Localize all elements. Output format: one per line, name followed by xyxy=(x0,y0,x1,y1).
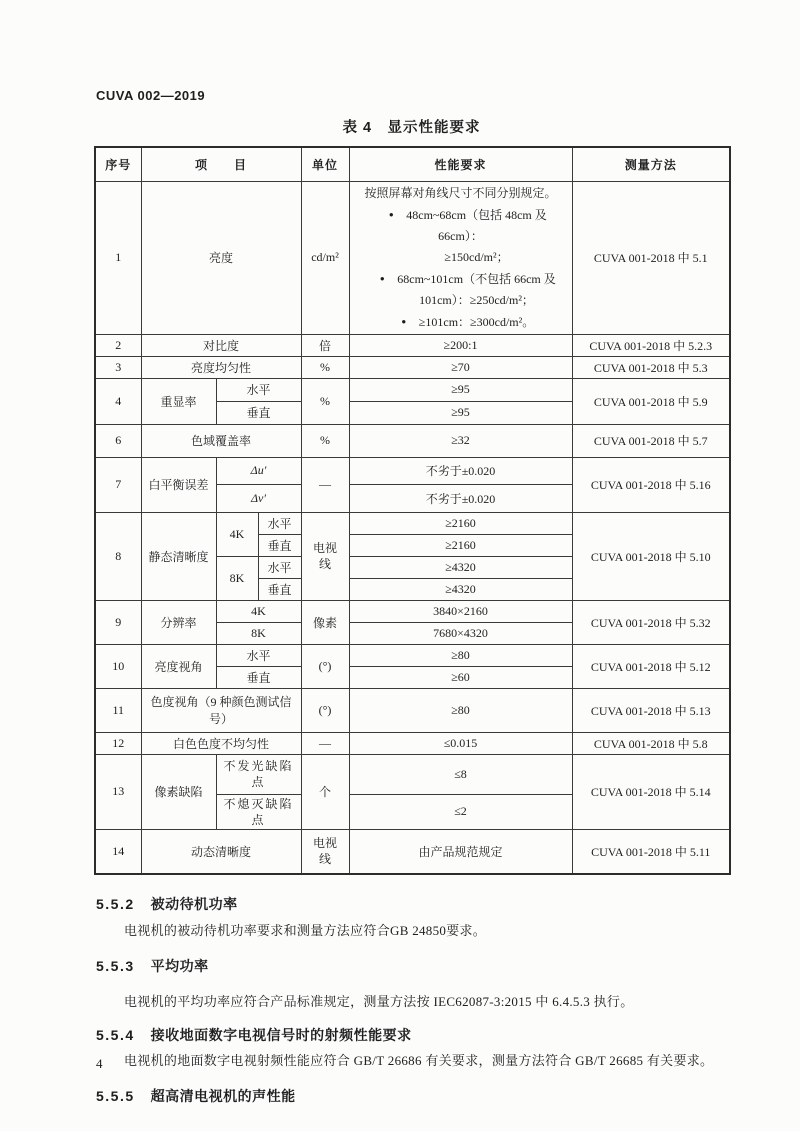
table-cell: CUVA 001-2018 中 5.10 xyxy=(572,512,730,600)
table-cell: ≥60 xyxy=(349,666,572,688)
table-cell xyxy=(216,794,301,829)
table-cell xyxy=(301,512,349,600)
table-cell: ≥95 xyxy=(349,401,572,424)
cell-line: 电视 xyxy=(312,836,337,851)
table-cell: 水平 xyxy=(216,378,301,401)
table-cell: 7680×4320 xyxy=(349,622,572,644)
table-cell: 由产品规范规定 xyxy=(349,829,572,874)
table-cell: ≥95 xyxy=(349,378,572,401)
header-cell: 测量方法 xyxy=(572,147,730,181)
doc-code: CUVA 002—2019 xyxy=(96,88,206,103)
table-cell: ≤2 xyxy=(349,794,572,829)
table-cell xyxy=(349,181,572,334)
section-title: 超高清电视机的声性能 xyxy=(150,1088,296,1104)
cell-line: 线 xyxy=(318,557,331,571)
header-cell: 单位 xyxy=(301,147,349,181)
table-cell: 动态清晰度 xyxy=(141,829,301,874)
cell-line: 电视 xyxy=(312,541,337,555)
table-row xyxy=(95,457,730,484)
table-row xyxy=(95,644,730,666)
table-cell: CUVA 001-2018 中 5.3 xyxy=(572,356,730,378)
table-cell xyxy=(301,829,349,874)
table-cell: 色域覆盖率 xyxy=(141,424,301,457)
bullet-text: 48cm~68cm（包括 48cm 及 66cm）： xyxy=(406,207,547,243)
table-row xyxy=(95,512,730,534)
table-cell: 垂直 xyxy=(258,578,301,600)
section xyxy=(96,956,729,1010)
table-cell: 垂直 xyxy=(258,534,301,556)
section xyxy=(96,1025,729,1069)
table-cell: % xyxy=(301,378,349,424)
table-cell: CUVA 001-2018 中 5.7 xyxy=(572,424,730,457)
table-cell: 3 xyxy=(95,356,141,378)
table-cell: 垂直 xyxy=(216,666,301,688)
bullet-icon: ● xyxy=(379,273,385,283)
table-cell: CUVA 001-2018 中 5.11 xyxy=(572,829,730,874)
table-title: 表 4 显示性能要求 xyxy=(342,120,481,136)
table-cell: % xyxy=(301,424,349,457)
table-row xyxy=(95,181,730,334)
table-cell: 12 xyxy=(95,732,141,754)
cell-line: 不熄灭缺陷 xyxy=(223,796,294,811)
cell-line: 线 xyxy=(318,852,331,867)
table-cell: ≥80 xyxy=(349,644,572,666)
table-row xyxy=(95,600,730,622)
table-cell xyxy=(216,754,301,794)
table-cell: CUVA 001-2018 中 5.1 xyxy=(572,181,730,334)
cell-line xyxy=(353,311,569,333)
table-cell: 7 xyxy=(95,457,141,512)
table-row xyxy=(95,424,730,457)
cell-line: 点 xyxy=(251,775,266,789)
section-number: 5.5.2 xyxy=(96,896,135,912)
bullet-text: ≥101cm：≥300cd/m²。 xyxy=(418,314,535,329)
table-cell: 亮度 xyxy=(141,181,301,334)
cell-line: 点 xyxy=(251,812,266,827)
table-cell: 对比度 xyxy=(141,334,301,356)
cell-line xyxy=(353,268,569,290)
table-cell: 像素缺陷 xyxy=(141,754,216,829)
section-title: 接收地面数字电视信号时的射频性能要求 xyxy=(150,1027,412,1043)
table-row xyxy=(95,147,730,181)
cell-line: 按照屏幕对角线尺寸不同分别规定。 xyxy=(364,185,557,200)
table-row xyxy=(95,334,730,356)
table-cell: 静态清晰度 xyxy=(141,512,216,600)
table-cell: ≥2160 xyxy=(349,534,572,556)
table-row xyxy=(95,829,730,874)
section xyxy=(96,894,729,939)
section xyxy=(96,1086,729,1106)
table-cell: CUVA 001-2018 中 5.16 xyxy=(572,457,730,512)
section-body: 电视机的地面数字电视射频性能应符合 GB/T 26686 有关要求，测量方法符合 GB/T 26685 有关要求。 xyxy=(124,1053,714,1068)
table-cell: 14 xyxy=(95,829,141,874)
table-cell: 亮度视角 xyxy=(141,644,216,688)
table-cell: 4K xyxy=(216,600,301,622)
table-cell: 1 xyxy=(95,181,141,334)
section-title: 平均功率 xyxy=(150,958,209,974)
section-heading xyxy=(96,894,729,914)
table-cell: ≤8 xyxy=(349,754,572,794)
header-cell: 项 目 xyxy=(141,147,301,181)
table-cell: cd/m² xyxy=(301,181,349,334)
table-cell: 水平 xyxy=(258,556,301,578)
table-cell: 10 xyxy=(95,644,141,688)
table-cell: CUVA 001-2018 中 5.2.3 xyxy=(572,334,730,356)
table-cell: (°) xyxy=(301,688,349,732)
table-cell: 水平 xyxy=(216,644,301,666)
table-cell: 色度视角（9 种颜色测试信号） xyxy=(141,688,301,732)
cell-line: 101cm）：≥250cd/m²； xyxy=(419,292,534,307)
table-cell: 3840×2160 xyxy=(349,600,572,622)
section-heading xyxy=(96,1086,729,1106)
bullet-text: 68cm~101cm（不包括 66cm 及 xyxy=(397,271,556,286)
cell-line: ≥150cd/m²； xyxy=(444,249,509,264)
table-cell: ≥80 xyxy=(349,688,572,732)
cell-line: 不发光缺陷 xyxy=(223,759,294,773)
header-cell: 序号 xyxy=(95,147,141,181)
table-cell: (°) xyxy=(301,644,349,688)
table-cell: ≥4320 xyxy=(349,578,572,600)
table-cell: CUVA 001-2018 中 5.9 xyxy=(572,378,730,424)
table-cell: — xyxy=(301,457,349,512)
header-cell: 性能要求 xyxy=(349,147,572,181)
table-cell: CUVA 001-2018 中 5.13 xyxy=(572,688,730,732)
table-cell: Δu′ xyxy=(216,457,301,484)
table-cell: 分辨率 xyxy=(141,600,216,644)
table-cell: 8K xyxy=(216,622,301,644)
bullet-icon: ● xyxy=(388,209,394,219)
table-cell: ≥200:1 xyxy=(349,334,572,356)
sections-container xyxy=(96,894,729,1106)
section-number: 5.5.4 xyxy=(96,1027,135,1043)
table-row xyxy=(95,688,730,732)
table-cell: 8 xyxy=(95,512,141,600)
table-cell: CUVA 001-2018 中 5.14 xyxy=(572,754,730,829)
table-cell: % xyxy=(301,356,349,378)
table-cell: CUVA 001-2018 中 5.32 xyxy=(572,600,730,644)
table-cell: 白色色度不均匀性 xyxy=(141,732,301,754)
table-cell: ≥70 xyxy=(349,356,572,378)
section-body: 电视机的平均功率应符合产品标准规定，测量方法按 IEC62087-3:2015 中 6.4.5.3 执行。 xyxy=(124,994,634,1009)
section-heading xyxy=(96,1025,729,1045)
section-title: 被动待机功率 xyxy=(150,896,238,912)
table-cell: 白平衡误差 xyxy=(141,457,216,512)
page-number: 4 xyxy=(96,1056,103,1071)
section-heading xyxy=(96,956,729,976)
table-cell: 11 xyxy=(95,688,141,732)
table-cell: 9 xyxy=(95,600,141,644)
table-cell: 不劣于±0.020 xyxy=(349,457,572,484)
bullet-icon: ● xyxy=(401,316,407,326)
display-performance-table xyxy=(94,146,731,875)
section-body: 电视机的被动待机功率要求和测量方法应符合GB 24850要求。 xyxy=(124,923,487,938)
table-cell: 个 xyxy=(301,754,349,829)
table-cell: 垂直 xyxy=(216,401,301,424)
table-cell: ≤0.015 xyxy=(349,732,572,754)
table-cell: CUVA 001-2018 中 5.8 xyxy=(572,732,730,754)
table-row xyxy=(95,732,730,754)
table-cell: Δv′ xyxy=(216,484,301,512)
table-row xyxy=(95,356,730,378)
table-cell: 水平 xyxy=(258,512,301,534)
table-cell: 4K xyxy=(216,512,258,556)
table-row xyxy=(95,754,730,794)
table-cell: 2 xyxy=(95,334,141,356)
table-cell: 亮度均匀性 xyxy=(141,356,301,378)
table-cell: ≥32 xyxy=(349,424,572,457)
table-cell: 6 xyxy=(95,424,141,457)
table-cell: CUVA 001-2018 中 5.12 xyxy=(572,644,730,688)
table-cell: 不劣于±0.020 xyxy=(349,484,572,512)
table-cell: 倍 xyxy=(301,334,349,356)
section-number: 5.5.3 xyxy=(96,958,135,974)
table-cell: 4 xyxy=(95,378,141,424)
table-cell: 13 xyxy=(95,754,141,829)
table-cell: ≥2160 xyxy=(349,512,572,534)
table-cell: 8K xyxy=(216,556,258,600)
table-row xyxy=(95,378,730,401)
section-number: 5.5.5 xyxy=(96,1088,135,1104)
table-cell: 重显率 xyxy=(141,378,216,424)
table-cell: 像素 xyxy=(301,600,349,644)
table-cell: — xyxy=(301,732,349,754)
table-cell: ≥4320 xyxy=(349,556,572,578)
cell-line xyxy=(353,204,569,247)
